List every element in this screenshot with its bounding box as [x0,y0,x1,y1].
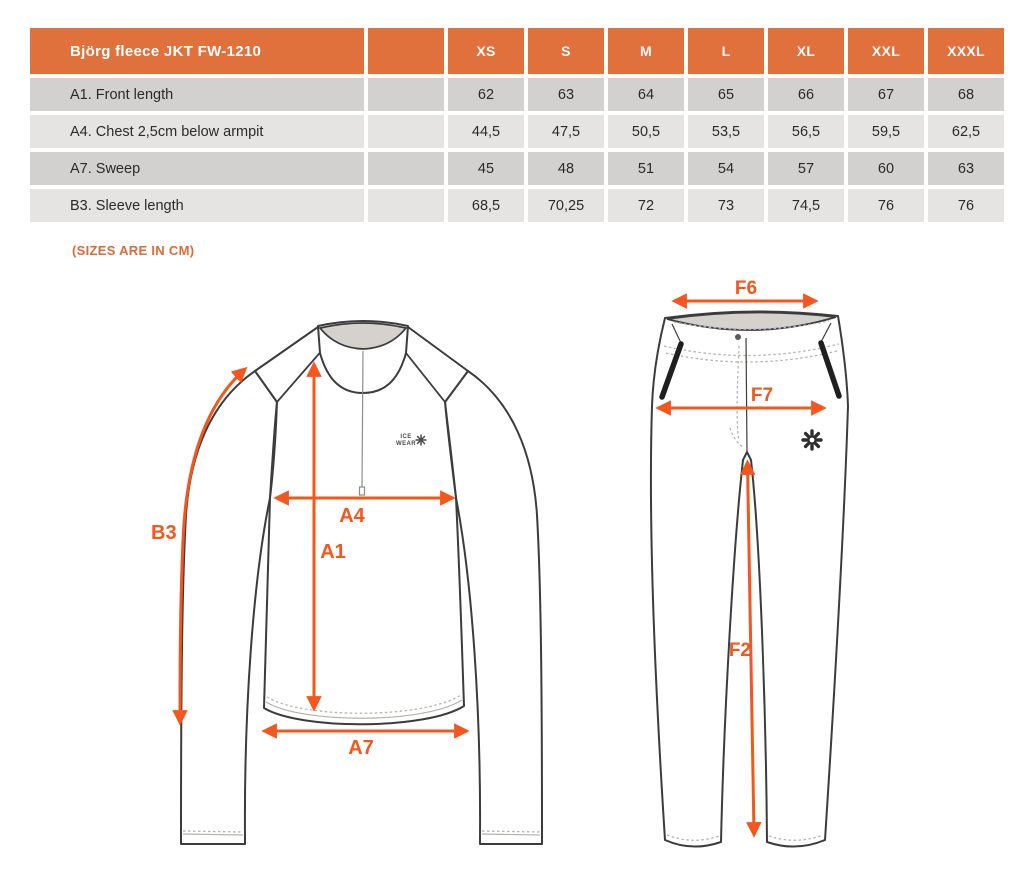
f2-label: F2 [728,640,751,661]
a4-label: A4 [339,505,365,527]
cell-value: 73 [688,189,764,222]
cell-value: 76 [928,189,1004,222]
a1-label: A1 [320,541,346,563]
jacket-diagram [140,290,580,880]
cell-value: 72 [608,189,684,222]
cell-value: 74,5 [768,189,844,222]
f6-label: F6 [734,278,758,299]
row-label: A7. Sweep [30,152,364,185]
svg-text:ICE: ICE [400,434,412,440]
cell-value: 63 [528,78,604,111]
waist-button [735,334,741,340]
cell-value: 63 [928,152,1004,185]
table-row-sleeve-length [30,189,1004,222]
cell-value: 45 [448,152,524,185]
size-header-xl: XL [768,28,844,74]
cell-value: 64 [608,78,684,111]
row-spacer-cell [368,78,444,111]
cell-value: 51 [608,152,684,185]
cell-value: 50,5 [608,115,684,148]
cell-value: 68,5 [448,189,524,222]
cell-value: 47,5 [528,115,604,148]
cell-value: 56,5 [768,115,844,148]
f6-measure-arrow [676,278,814,301]
cell-value: 70,25 [528,189,604,222]
row-spacer-cell [368,189,444,222]
a7-measure-arrow [266,731,465,759]
size-header-m: M [608,28,684,74]
row-spacer-cell [368,152,444,185]
size-header-s: S [528,28,604,74]
table-row-chest [30,115,1004,148]
cell-value: 59,5 [848,115,924,148]
a7-label: A7 [348,737,374,759]
cell-value: 62 [448,78,524,111]
size-header-l: L [688,28,764,74]
cell-value: 76 [848,189,924,222]
cell-value: 60 [848,152,924,185]
table-row-sweep [30,152,1004,185]
cell-value: 62,5 [928,115,1004,148]
size-header-xs: XS [448,28,524,74]
pants-diagram [620,280,1030,880]
header-spacer-cell [368,28,444,74]
cell-value: 65 [688,78,764,111]
size-header-xxl: XXL [848,28,924,74]
sizes-unit-note: (SIZES ARE IN CM) [72,243,195,258]
row-label: A4. Chest 2,5cm below armpit [30,115,364,148]
f7-label: F7 [750,385,774,406]
table-row-front-length [30,78,1004,111]
size-chart-table [26,24,1008,226]
svg-text:WEAR: WEAR [396,441,416,447]
pants-snowflake-icon [803,431,821,449]
product-title: Björg fleece JKT FW-1210 [30,28,364,74]
row-spacer-cell [368,115,444,148]
logo-snowflake-icon [416,435,426,445]
cell-value: 67 [848,78,924,111]
jacket-left-sleeve [181,371,277,844]
cell-value: 44,5 [448,115,524,148]
cell-value: 48 [528,152,604,185]
icewear-logo [396,434,426,447]
b3-label: B3 [151,522,177,544]
cell-value: 54 [688,152,764,185]
table-header-row [30,28,1004,74]
cell-value: 57 [768,152,844,185]
size-header-xxxl: XXXL [928,28,1004,74]
cell-value: 68 [928,78,1004,111]
cell-value: 53,5 [688,115,764,148]
row-label: B3. Sleeve length [30,189,364,222]
cell-value: 66 [768,78,844,111]
row-label: A1. Front length [30,78,364,111]
